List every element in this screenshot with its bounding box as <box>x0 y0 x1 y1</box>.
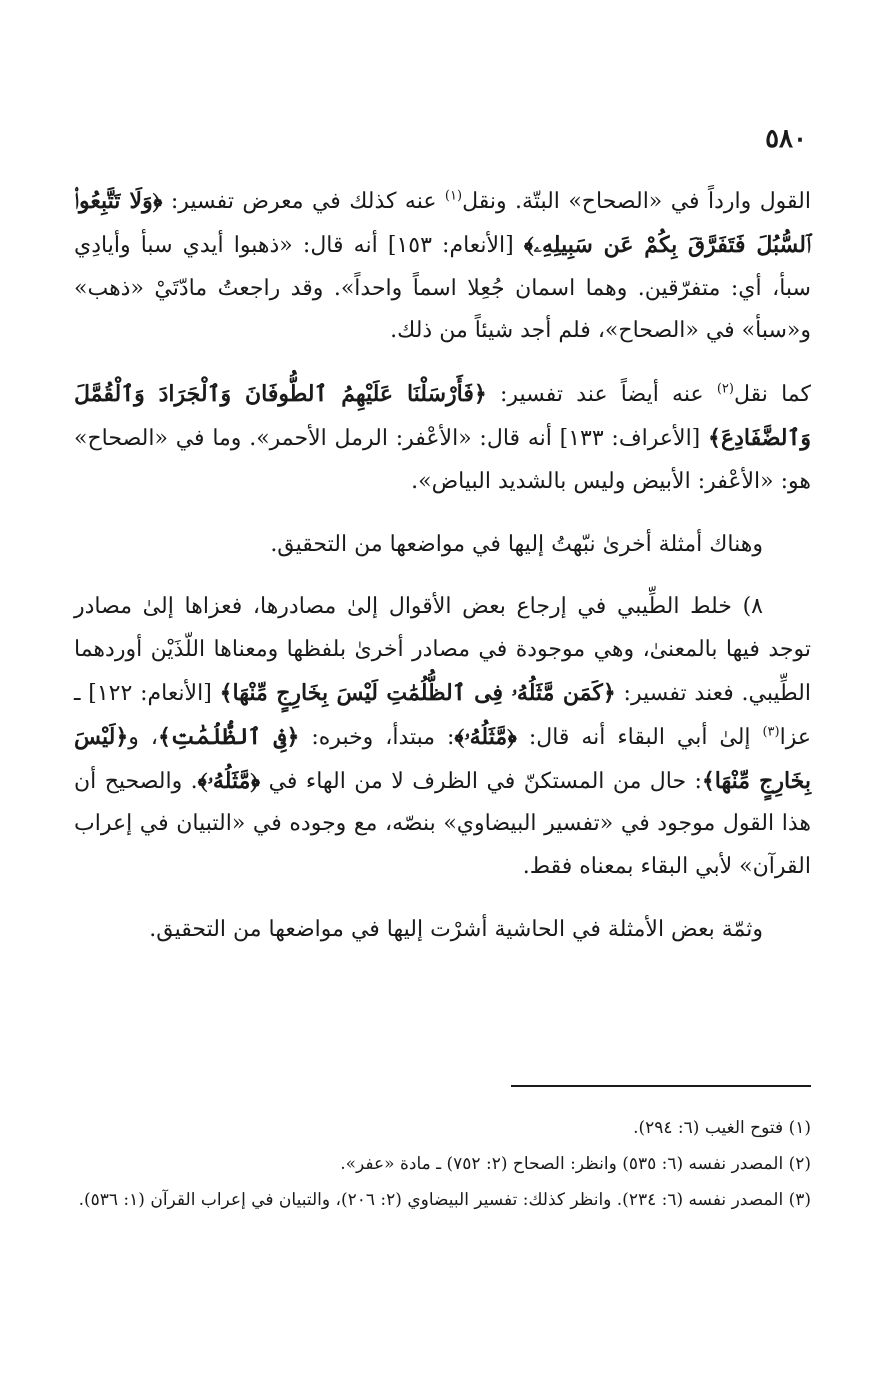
quran-verse: ﴿كَمَن مَّثَلُهُۥ فِى ٱلظُّلُمَٰتِ لَيْسَ بِخَارِجٍ مِّنْهَا﴾ <box>219 679 616 706</box>
quran-verse: ﴿فَأَرْسَلْنَا عَلَيْهِمُ ٱلطُّوفَانَ وَٱلْجَرَادَ وَٱلْقُمَّلَ وَٱلضَّفَادِعَ﴾ <box>74 381 811 451</box>
footnote-2: (٢) المصدر نفسه (٦: ٥٣٥) وانظر: الصحاح (٢: ٧٥٢) ـ مادة «عفر». <box>340 1154 811 1174</box>
text-run: [الأنعام: ١٢٢] ـ عزا <box>74 680 811 750</box>
text-run: عنه كذلك في معرض تفسير: <box>162 189 445 214</box>
footnote-ref-2[interactable]: (٢) <box>716 381 734 397</box>
footnote-divider <box>511 1085 811 1087</box>
text-run: [الأنعام: ١٥٣] أنه قال: «ذهبوا أيدي سبأ وأيادِي سبأ، أي: متفرّقين. وهما اسمان جُعِلا اسماً واحداً». وقد راجعتُ مادّتَيْ «ذهب» و«سبأ» في «الصحاح»، فلم أجد شيئاً من ذلك. <box>74 232 811 344</box>
quran-verse: ﴿مَّثَلُهُۥ﴾ <box>197 767 261 794</box>
paragraph-5: وثمّة بعض الأمثلة في الحاشية أشرْت إليها في مواضعها من التحقيق. <box>149 916 763 942</box>
text-run: ، و <box>128 724 158 750</box>
paragraph-3: وهناك أمثلة أخرىٰ نبّهتُ إليها في مواضعها من التحقيق. <box>270 531 763 557</box>
paragraph-1 <box>74 180 811 353</box>
text-run: عنه أيضاً عند تفسير: <box>486 382 717 408</box>
main-text <box>74 180 811 972</box>
quran-verse: ﴿فِى ٱلظُّلُمَٰتِ﴾ <box>157 723 300 750</box>
quran-verse: ﴿وَلَا تَتَّبِعُوا۟ ٱلسُّبُلَ فَتَفَرَّقَ بِكُمْ عَن سَبِيلِهِۦ﴾ <box>74 188 811 258</box>
quran-verse: ﴿مَّثَلُهُۥ﴾ <box>454 723 517 750</box>
footnote-ref-1[interactable]: (١) <box>444 188 463 204</box>
text-run: : حال من المستكنّ في الظرف لا من الهاء في <box>260 768 702 794</box>
text-run: كما نقل <box>733 382 811 408</box>
footnote-ref-3[interactable]: (٣) <box>762 724 780 740</box>
paragraph-4 <box>74 586 811 889</box>
footnotes <box>74 1110 811 1218</box>
text-run: ٨) خلط الطِّيبي في إرجاع بعض الأقوال إلىٰ مصادرها، فعزاها إلىٰ مصادر توجد فيها بالمعنىٰ، وهي موجودة في مصادر أخرىٰ بلفظها ومعناها اللّذَيْن أوردهما الطِّيبي. فعند تفسير: <box>74 594 811 706</box>
page-number: ٥٨٠ <box>765 124 807 154</box>
text-run: القول وارداً في «الصحاح» البتّة. ونقل <box>462 189 811 214</box>
footnote-3: (٣) المصدر نفسه (٦: ٢٣٤). وانظر كذلك: تفسير البيضاوي (٢: ٢٠٦)، والتبيان في إعراب القرآن (١: ٥٣٦). <box>78 1190 811 1210</box>
text-run: إلىٰ أبي البقاء أنه قال: <box>516 724 763 750</box>
text-run: [الأعراف: ١٣٣] أنه قال: «الأعْفر: الرمل الأحمر». وما في «الصحاح» هو: «الأعْفر: الأبيض وليس بالشديد البياض». <box>74 425 811 494</box>
text-run: : مبتدأ، وخبره: <box>299 724 455 750</box>
paragraph-2 <box>74 373 811 503</box>
quran-verse: ﴿لَيْسَ بِخَارِجٍ مِّنْهَا﴾ <box>74 723 812 794</box>
footnote-1: (١) فتوح الغيب (٦: ٢٩٤). <box>633 1118 811 1138</box>
text-run: . والصحيح أن هذا القول موجود في «تفسير البيضاوي» بنصّه، مع وجوده في «التبيان في إعراب القرآن» لأبي البقاء بمعناه فقط. <box>74 768 811 880</box>
